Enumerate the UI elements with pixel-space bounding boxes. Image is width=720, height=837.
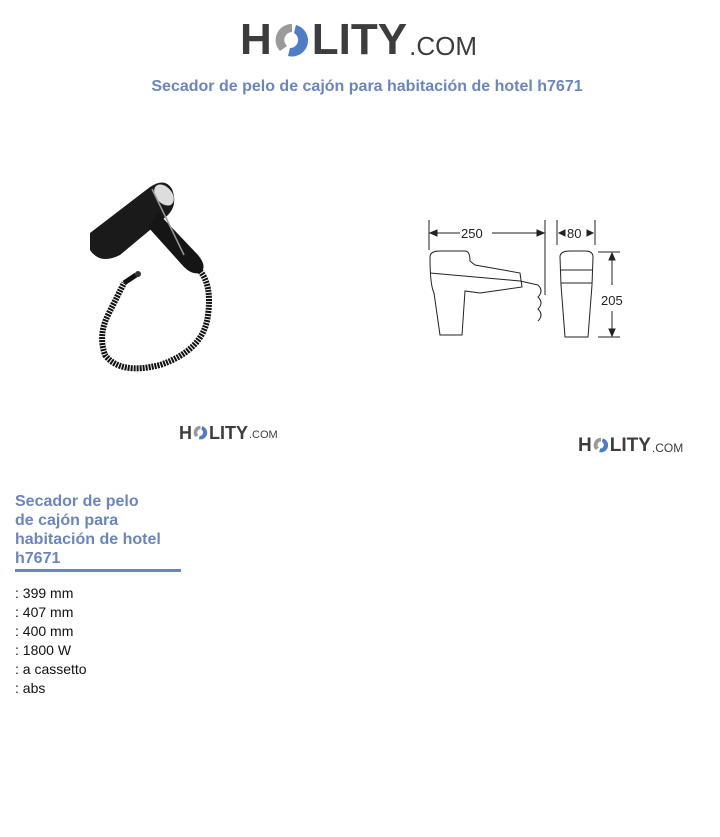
heading-line: Secador de pelo (15, 493, 139, 510)
hair-dryer-icon (90, 181, 209, 369)
watermark-logo-photo (179, 424, 278, 442)
logo-text-h: H (578, 435, 592, 456)
dimension-depth-label: 80 (567, 226, 582, 241)
logo-text-com: .COM (651, 441, 684, 455)
spec-item: : 399 mm (15, 585, 74, 601)
watermark-logo-drawing (578, 436, 683, 455)
holity-logo[interactable] (240, 16, 477, 62)
logo-ring-icon (193, 425, 208, 440)
spec-item: : 400 mm (15, 623, 74, 639)
spec-item: : a cassetto (15, 661, 87, 677)
dimension-width-label: 250 (461, 226, 483, 241)
heading-line: de cajón para (15, 512, 119, 529)
spec-item: : 1800 W (15, 642, 72, 658)
logo-text-com: .COM (249, 429, 278, 441)
logo-text-lity: LITY (609, 435, 651, 456)
logo-text-h: H (240, 15, 272, 64)
spec-list (15, 584, 87, 698)
hair-dryer-photo[interactable] (80, 175, 225, 380)
logo-text-com: .COM (409, 31, 477, 61)
heading-underline (15, 569, 181, 572)
product-heading-box (15, 492, 181, 572)
dimension-height-label: 205 (601, 293, 623, 308)
logo-text-lity: LITY (209, 423, 248, 443)
logo-text-lity: LITY (311, 15, 408, 64)
spec-item: : 407 mm (15, 604, 74, 620)
page-title: Secador de pelo de cajón para habitación de hotel h7671 (151, 78, 583, 95)
logo-ring-icon (593, 437, 609, 453)
spec-item: : abs (15, 680, 46, 696)
logo-text-h: H (179, 423, 192, 443)
heading-line: habitación de hotel (15, 531, 161, 548)
product-heading (15, 492, 181, 568)
logo-ring-icon (274, 22, 310, 58)
heading-line: h7671 (15, 550, 61, 567)
technical-drawing[interactable] (420, 215, 630, 345)
